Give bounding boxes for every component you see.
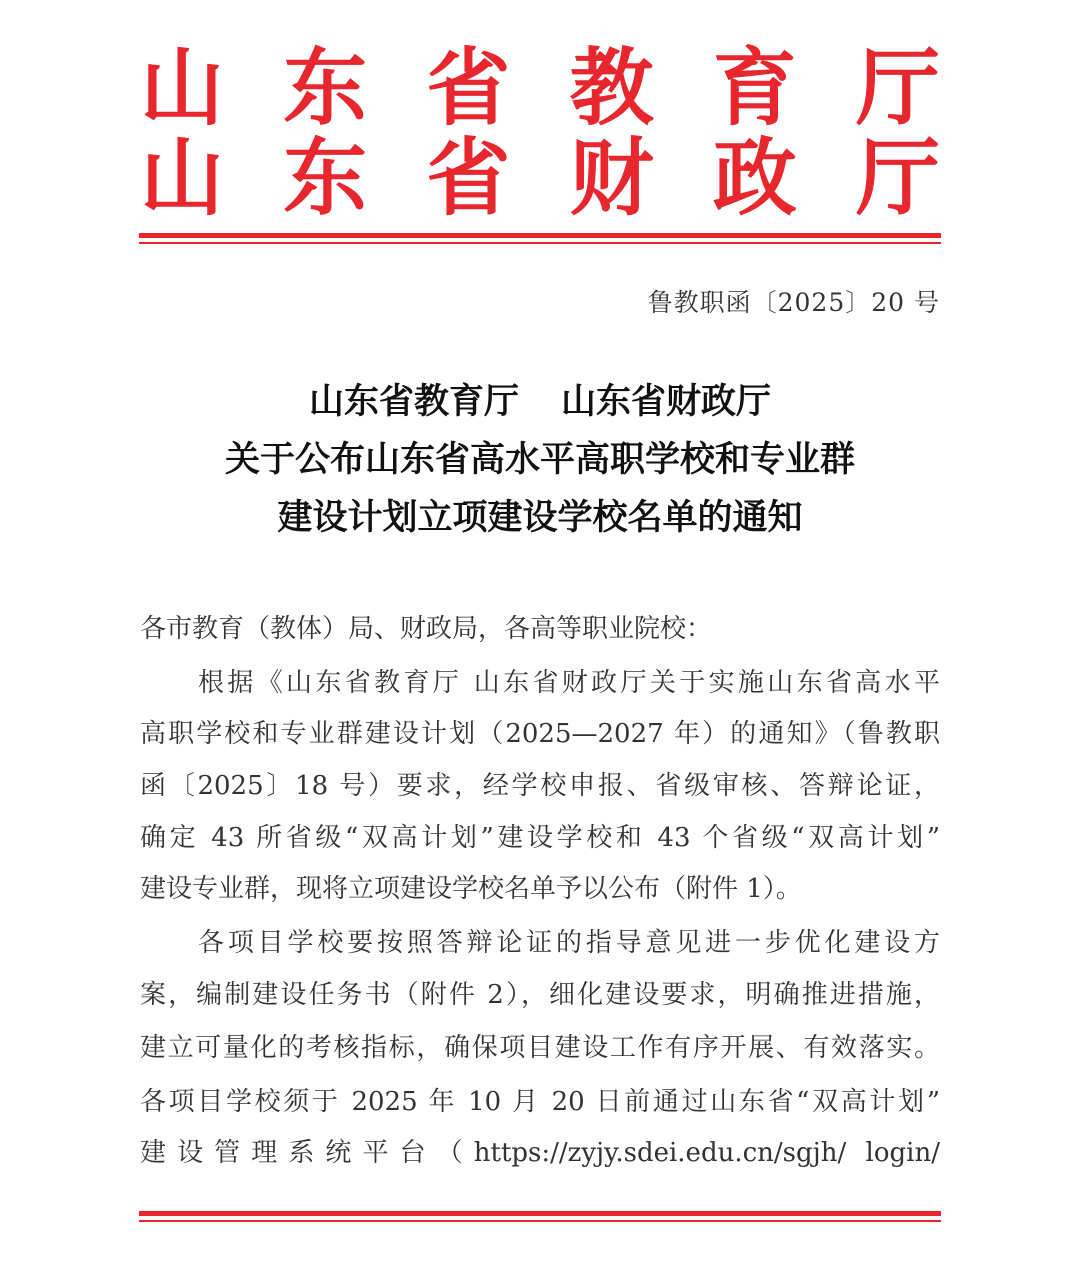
body-line: 函〔2025〕18 号）要求，经学校申报、省级审核、答辩论证， (140, 771, 940, 801)
title-issuer-2: 山东省财政厅 (561, 381, 772, 422)
issuer-education-dept: 山 东 省 教 育 厅 (140, 38, 940, 137)
issuer-finance-dept: 山 东 省 财 政 厅 (140, 128, 940, 227)
body-line: 确定 43 所省级“双高计划”建设学校和 43 个省级“双高计划” (140, 823, 940, 853)
document-number: 鲁教职函〔2025〕20 号 (647, 288, 940, 317)
body-line: 建立可量化的考核指标，确保项目建设工作有序开展、有效落实。 (140, 1033, 940, 1063)
title-line-2: 关于公布山东省高水平高职学校和专业群 (224, 439, 855, 480)
footer-rule-thick (139, 1211, 941, 1216)
body-line: 各项目学校须于 2025 年 10 月 20 日前通过山东省“双高计划” (140, 1087, 940, 1117)
body-line: 各项目学校要按照答辩论证的指导意见进一步优化建设方 (198, 928, 940, 958)
body-line: 建设专业群，现将立项建设学校名单予以公布（附件 1）。 (140, 874, 802, 904)
title-line-1 (140, 374, 940, 430)
salutation: 各市教育（教体）局、财政局，各高等职业院校： (140, 614, 713, 644)
header-rule-thin (139, 242, 941, 244)
footer-rule-thin (139, 1220, 941, 1222)
header-rule-thick (139, 233, 941, 238)
body-line: 案，编制建设任务书（附件 2），细化建设要求，明确推进措施， (140, 980, 940, 1010)
title-issuer-1: 山东省教育厅 (308, 381, 519, 422)
title-line-3: 建设计划立项建设学校名单的通知 (277, 497, 803, 538)
body-line: 高职学校和专业群建设计划（2025—2027 年）的通知》（鲁教职 (140, 719, 940, 749)
body-line: 根据《山东省教育厅 山东省财政厅关于实施山东省高水平 (198, 668, 940, 698)
body-line: 建设管理系统平台（https://zyjy.sdei.edu.cn/sgjh/ login/ (140, 1138, 940, 1168)
